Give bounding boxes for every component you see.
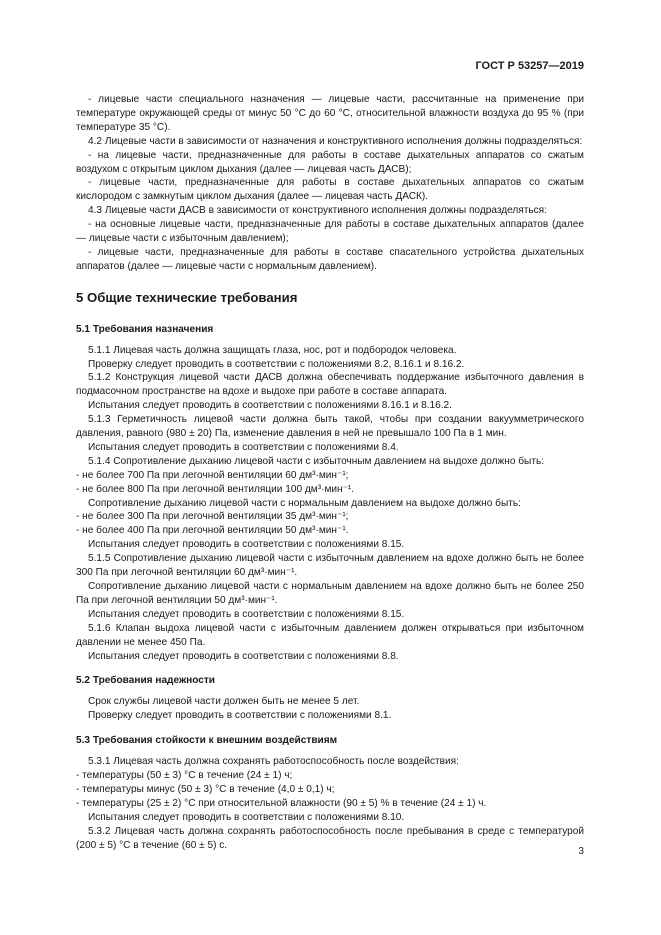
paragraph: 5.1.5 Сопротивление дыханию лицевой части с избыточным давлением на вдохе должно быть не более 300 Па при легочной вентиляции 60 дм³·мин⁻¹.	[76, 553, 584, 579]
subsection-5-3-heading: 5.3 Требования стойкости к внешним воздействиям	[76, 735, 338, 747]
paragraph: 5.1.6 Клапан выдоха лицевой части с избыточным давлением должен открываться при избыточном давлении не менее 450 Па.	[76, 622, 584, 648]
paragraph: - на основные лицевые части, предназначенные для работы в составе дыхательных аппаратов (далее — лицевые части с избыточным давлением);	[76, 219, 584, 245]
list-item: - температуры (50 ± 3) °С в течение (24 ± 1) ч;	[76, 769, 293, 781]
paragraph: - на лицевые части, предназначенные для работы в составе дыхательных аппаратов со сжатым воздухом с открытым циклом дыхания (далее — лицевая часть ДАСВ);	[76, 149, 584, 175]
standard-header: ГОСТ Р 53257—2019	[475, 60, 584, 72]
list-item: - не более 400 Па при легочной вентиляции 50 дм³·мин⁻¹.	[76, 525, 349, 537]
list-item: - температуры (25 ± 2) °С при относительной влажности (90 ± 5) % в течение (24 ± 1) ч.	[76, 797, 487, 809]
paragraph: 5.1.4 Сопротивление дыханию лицевой части с избыточным давлением на выдохе должно быть:	[88, 455, 545, 467]
list-item: - не более 300 Па при легочной вентиляции 35 дм³·мин⁻¹;	[76, 511, 349, 523]
paragraph: Сопротивление дыханию лицевой части с нормальным давлением на выдохе должно быть:	[88, 497, 521, 509]
paragraph: Проверку следует проводить в соответствии с положениями 8.2, 8.16.1 и 8.16.2.	[88, 358, 465, 370]
paragraph: 5.1.2 Конструкция лицевой части ДАСВ должна обеспечивать поддержание избыточного давления в подмасочном пространстве на вдохе и выдохе при работе в составе аппарата.	[76, 372, 584, 398]
paragraph: 5.1.1 Лицевая часть должна защищать глаза, нос, рот и подбородок человека.	[88, 344, 457, 356]
paragraph: Испытания следует проводить в соответствии с положениями 8.8.	[88, 650, 399, 662]
paragraph: Испытания следует проводить в соответствии с положениями 8.15.	[88, 539, 405, 551]
list-item: - не более 800 Па при легочной вентиляции 100 дм³·мин⁻¹.	[76, 483, 355, 495]
paragraph: Испытания следует проводить в соответствии с положениями 8.16.1 и 8.16.2.	[88, 400, 452, 412]
paragraph: - лицевые части, предназначенные для работы в составе спасательного устройства дыхательных аппаратов (далее — лицевые части с нормальным давлением).	[76, 246, 584, 272]
page-number: 3	[578, 846, 584, 857]
list-item: - температуры минус (50 ± 3) °С в течение (4,0 ± 0,1) ч;	[76, 783, 335, 795]
paragraph: Испытания следует проводить в соответствии с положениями 8.4.	[88, 441, 399, 453]
paragraph: Испытания следует проводить в соответствии с положениями 8.10.	[88, 811, 405, 823]
paragraph: Срок службы лицевой части должен быть не менее 5 лет.	[88, 696, 360, 708]
paragraph: 4.2 Лицевые части в зависимости от назначения и конструктивного исполнения должны подразделяться:	[88, 135, 583, 147]
document-body	[76, 93, 584, 852]
paragraph: 4.3 Лицевые части ДАСВ в зависимости от конструктивного исполнения должны подразделяться:	[88, 205, 547, 217]
subsection-5-2-heading: 5.2 Требования надежности	[76, 675, 215, 687]
section-5-heading: 5 Общие технические требования	[76, 289, 298, 305]
subsection-5-1-heading: 5.1 Требования назначения	[76, 323, 214, 335]
paragraph: Испытания следует проводить в соответствии с положениями 8.15.	[88, 608, 405, 620]
paragraph: Сопротивление дыханию лицевой части с нормальным давлением на вдохе должно быть не более 250 Па при легочной вентиляции 50 дм³·мин⁻¹.	[76, 581, 584, 606]
paragraph: Проверку следует проводить в соответствии с положениями 8.1.	[88, 710, 392, 722]
paragraph: - лицевые части, предназначенные для работы в составе дыхательных аппаратов со сжатым кислородом с замкнутым циклом дыхания (далее — лицевая часть ДАСК).	[76, 177, 584, 203]
paragraph: - лицевые части специального назначения — лицевые части, рассчитанные на применение при температуре окружающей среды от минус 50 °С до 60 °С, относительной влажности воздуха до 95 % (при температуре 35 °С).	[76, 94, 584, 133]
paragraph: 5.3.1 Лицевая часть должна сохранять работоспособность после воздействия:	[88, 756, 459, 768]
paragraph: 5.3.2 Лицевая часть должна сохранять работоспособность после пребывания в среде с температурой (200 ± 5) °С в течение (60 ± 5) с.	[76, 825, 584, 851]
paragraph: 5.1.3 Герметичность лицевой части должна быть такой, чтобы при создании вакуумметрического давления, равного (980 ± 20) Па, изменение давления в ней не превышало 100 Па в 1 мин.	[76, 414, 584, 440]
list-item: - не более 700 Па при легочной вентиляции 60 дм³·мин⁻¹;	[76, 469, 349, 481]
